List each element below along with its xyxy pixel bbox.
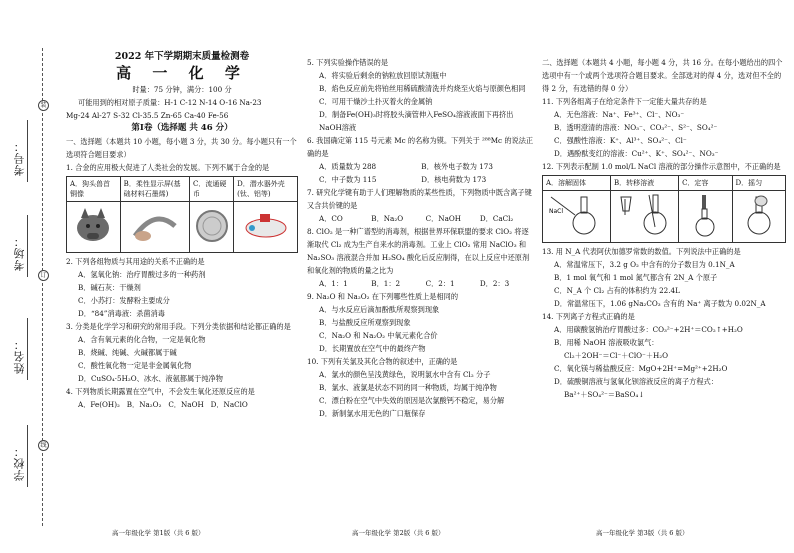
q11-stem: 11. 下列各组离子在给定条件下一定能大量共存的是 <box>542 97 707 106</box>
q3-option-c[interactable]: C．酸性氧化物一定是非金属氧化物 <box>78 361 192 370</box>
footer-page-3: 高一年级化学 第3版（共 6 版） <box>596 529 689 537</box>
q1-option-a[interactable]: A．狗头兽首铜像 <box>67 177 121 202</box>
q13-option-d[interactable]: D．常温常压下，1.06 gNa₂CO₃ 含有的 Na⁺ 离子数为 0.02N_A <box>554 299 766 308</box>
subject-title: 高 一 化 学 <box>116 64 248 82</box>
q6-option-a[interactable]: A．质量数为 288 <box>319 162 377 171</box>
q9-option-c[interactable]: C．Na₂O 和 Na₂O₂ 中氧元素化合价 <box>319 331 438 340</box>
q8-options <box>307 277 535 290</box>
q5-option-a[interactable]: A．将实验后剩余的钠粒放回原试剂瓶中 <box>319 71 447 80</box>
q12-stem: 12. 下列表示配制 1.0 mol/L NaCl 溶液的部分操作示意图中，不正确的是 <box>542 162 781 171</box>
q3-stem: 3. 分类是化学学习和研究的常用手段。下列分类依据和结论都正确的是 <box>66 322 291 331</box>
q6-option-c[interactable]: C．中子数为 115 <box>319 175 377 184</box>
transfer-solution-image <box>611 191 679 243</box>
q4-option-c[interactable]: C．NaOH <box>168 400 204 409</box>
bronze-head-image <box>67 202 121 253</box>
q9-option-a[interactable]: A．与水反应后滴加酚酞所观察到现象 <box>319 305 440 314</box>
q11-option-a[interactable]: A．无色溶液：Na⁺、Fe³⁺、Cl⁻、NO₃⁻ <box>554 110 685 119</box>
q10-option-b[interactable]: B．氯水、液氯是状态不同的同一种物质，均属于纯净物 <box>319 383 497 392</box>
q4-options <box>66 398 298 411</box>
q4-option-d[interactable]: D．NaClO <box>210 400 248 409</box>
q5-option-c[interactable]: C．可用干燥沙土扑灭着火的金属钠 <box>319 97 433 106</box>
q2-option-c[interactable]: C．小苏打：发酵粉主要成分 <box>78 296 170 305</box>
name-label: 姓名： <box>13 338 26 374</box>
q13-stem: 13. 用 N_A 代表阿伏加德罗常数的数值。下列说法中正确的是 <box>542 247 741 256</box>
q14-equation-d: Ba²⁺＋SO₄²⁻＝BaSO₄↓ <box>564 390 645 399</box>
q6-options-row2 <box>307 173 535 186</box>
school-label: 学校： <box>13 445 26 481</box>
flexible-screen-image <box>120 202 189 253</box>
q5-option-b[interactable]: B．焰色反应前先将铂丝用稀硫酸清洗并灼烧至火焰与原颜色相同 <box>319 84 526 93</box>
q12-option-a[interactable]: A．溶解固体 <box>543 176 611 191</box>
nacl-label: NaCl <box>548 208 563 215</box>
q9-stem: 9. Na₂O 和 Na₂O₂ 在下列哪些性质上是相同的 <box>307 292 459 301</box>
q11-option-d[interactable]: D．遇酚酞变红的溶液：Cu²⁺、K⁺、SO₄²⁻、NO₃⁻ <box>554 149 719 158</box>
q3-option-a[interactable]: A．含有氧元素的化合物，一定是氧化物 <box>78 335 206 344</box>
q14-option-d[interactable]: D．硫酸铜溶液与氢氧化钡溶液反应的离子方程式： <box>554 377 718 386</box>
footer-page-1: 高一年级化学 第1版（共 6 版） <box>112 529 205 537</box>
q7-option-c[interactable]: C．NaOH <box>425 214 462 223</box>
cut-line <box>42 48 43 526</box>
q10-option-d[interactable]: D．新制氯水用无色的广口瓶保存 <box>319 409 426 418</box>
q6-stem: 6. 我国确定第 115 号元素 Mc 的名称为镆。下列关于 ²⁸⁸Mc 的说法正确的是 <box>307 136 534 158</box>
q1-table <box>66 176 298 253</box>
q8-stem: 8. ClO₂ 是一种广谱型的消毒剂，根据世界环保联盟的要求 ClO₂ 将逐渐取代 Cl₂ 成为生产自来水的消毒剂。工业上 ClO₂ 常用 NaClO₃ 和 Na₂SO₃ 溶液混合并加 H₂SO₄ 酸化后反应制得，在以上反应中还原剂和氧化剂的物质的量之比为 <box>307 227 530 275</box>
fix-volume-image <box>679 191 732 243</box>
q9-option-b[interactable]: B．与盐酸反应所观察到现象 <box>319 318 411 327</box>
q12-option-b[interactable]: B．转移溶液 <box>611 176 679 191</box>
q8-option-b[interactable]: B．1：2 <box>371 279 401 288</box>
q6-option-b[interactable]: B．核外电子数为 173 <box>421 162 493 171</box>
q2-stem: 2. 下列各组物质与其用途的关系不正确的是 <box>66 257 205 266</box>
q7-option-d[interactable]: D．CaCl₂ <box>479 214 514 223</box>
q10-option-c[interactable]: C．漂白粉在空气中失效的原因是次氯酸钙不稳定，易分解 <box>319 396 505 405</box>
q12-option-d[interactable]: D．摇匀 <box>732 176 785 191</box>
q3-option-d[interactable]: D．CuSO₄·5H₂O、冰水、液氨都属于纯净物 <box>78 374 223 383</box>
q2-option-d[interactable]: D．“84”消毒液：杀菌消毒 <box>78 309 165 318</box>
q1-option-d[interactable]: D．潜水器外壳(钛、铝等) <box>234 177 298 202</box>
q2-option-b[interactable]: B．碱石灰：干燥剂 <box>78 283 141 292</box>
q11-option-b[interactable]: B．透明澄清的溶液：NO₃⁻、CO₃²⁻、S²⁻、SO₄²⁻ <box>554 123 718 132</box>
q7-options <box>307 212 535 225</box>
q14-option-a[interactable]: A．用碳酸氢钠治疗胃酸过多：CO₃²⁻+2H⁺＝CO₂↑+H₂O <box>554 325 743 334</box>
q7-option-a[interactable]: A．CO <box>319 214 343 223</box>
footer-page-2: 高一年级化学 第2版（共 6 版） <box>352 529 445 537</box>
q12-option-c[interactable]: C．定容 <box>679 176 732 191</box>
number-label: 考号： <box>13 140 26 176</box>
room-label: 考场： <box>13 235 26 271</box>
q4-stem: 4. 下列物质长期露置在空气中，不会发生氧化还原反应的是 <box>66 387 255 396</box>
q13-option-a[interactable]: A．常温常压下，3.2 g O₂ 中含有的分子数目为 0.1N_A <box>554 260 735 269</box>
q14-stem: 14. 下列离子方程式正确的是 <box>542 312 635 321</box>
q8-option-c[interactable]: C．2：1 <box>425 279 455 288</box>
shake-flask-image <box>732 191 785 243</box>
q1-option-b[interactable]: B．柔性显示屏(基础材料石墨烯) <box>120 177 189 202</box>
q14-option-c[interactable]: C．氧化镁与稀盐酸反应：MgO+2H⁺=Mg²⁺+2H₂O <box>554 364 728 373</box>
q14-option-b[interactable]: B．用稀 NaOH 溶液吸收氯气： <box>554 338 659 347</box>
page-column-2 <box>307 56 535 420</box>
q7-option-b[interactable]: B．Na₂O <box>371 214 404 223</box>
atomic-masses-2: Mg-24 Al-27 S-32 Cl-35.5 Zn-65 Ca-40 Fe-56 <box>66 111 229 120</box>
q5-stem: 5. 下列实验操作错误的是 <box>307 58 389 67</box>
time-info: 时量：75 分钟，满分：100 分 <box>132 85 232 94</box>
q3-option-b[interactable]: B．烧碱、纯碱、火碱都属于碱 <box>78 348 177 357</box>
q12-table <box>542 175 786 243</box>
q4-option-b[interactable]: B．Na₂O₂ <box>126 400 162 409</box>
q11-option-c[interactable]: C．强酸性溶液：K⁺、Al³⁺、SO₄²⁻、Cl⁻ <box>554 136 687 145</box>
q4-option-a[interactable]: A．Fe(OH)₂ <box>78 400 120 409</box>
q6-options-row1 <box>307 160 535 173</box>
dissolve-flask-image <box>543 191 611 243</box>
page-column-1 <box>66 50 298 411</box>
q5-option-d[interactable]: D．制备Fe(OH)₃时将胶头滴管伸入FeSO₄溶液液面下再挤出NaOH溶液 <box>319 110 514 132</box>
q2-option-a[interactable]: A．氢氧化钠：治疗胃酸过多的一种药剂 <box>78 270 206 279</box>
q9-option-d[interactable]: D．长期置放在空气中的最终产物 <box>319 344 426 353</box>
section1-intro: 一、选择题（本题共 10 小题，每小题 3 分，共 30 分。每小题只有一个选项符合题目要求） <box>66 137 297 159</box>
q1-stem: 1. 合金的应用极大促进了人类社会的发展。下列不属于合金的是 <box>66 163 270 172</box>
q10-option-a[interactable]: A．氯水的颜色呈浅黄绿色，说明氯水中含有 Cl₂ 分子 <box>319 370 491 379</box>
binding-margin <box>0 0 62 553</box>
q8-option-a[interactable]: A．1：1 <box>319 279 348 288</box>
page-column-3 <box>542 56 786 401</box>
q13-option-c[interactable]: C．N_A 个 Cl₂ 占有的体积约为 22.4L <box>554 286 680 295</box>
q1-option-c[interactable]: C．流通硬币 <box>189 177 233 202</box>
q6-option-d[interactable]: D．核电荷数为 173 <box>421 175 487 184</box>
q14-equation-b: Cl₂＋2OH⁻＝Cl⁻＋ClO⁻＋H₂O <box>564 351 669 360</box>
binding-mark-2: 订 <box>38 270 49 281</box>
binding-mark-3: 线 <box>38 440 49 451</box>
coin-image <box>189 202 233 253</box>
exam-title: 2022 年下学期期末质量检测卷 <box>114 51 250 62</box>
part1-title: 第Ⅰ卷（选择题 共 46 分） <box>131 123 233 133</box>
section2-intro: 二、选择题（本题共 4 小题，每小题 4 分，共 16 分。在每小题给出的四个选项中有一个或两个选项符合题目要求。全部选对的得 4 分，选对但不全的得 2 分，有选错的得 0 分） <box>542 58 783 93</box>
q8-option-d[interactable]: D．2：3 <box>479 279 510 288</box>
q10-stem: 10. 下列有关氯及其化合物的叙述中，正确的是 <box>307 357 458 366</box>
q7-stem: 7. 研究化学键有助于人们理解物质的某些性质，下列物质中既含离子键又含共价键的是 <box>307 188 532 210</box>
q13-option-b[interactable]: B．1 mol 氧气和 1 mol 氮气都含有 2N_A 个原子 <box>554 273 718 282</box>
binding-mark-1: 装 <box>38 100 49 111</box>
atomic-masses-1: 可能用到的相对原子质量：H-1 C-12 N-14 O-16 Na-23 <box>78 98 262 107</box>
submersible-image <box>234 202 298 253</box>
